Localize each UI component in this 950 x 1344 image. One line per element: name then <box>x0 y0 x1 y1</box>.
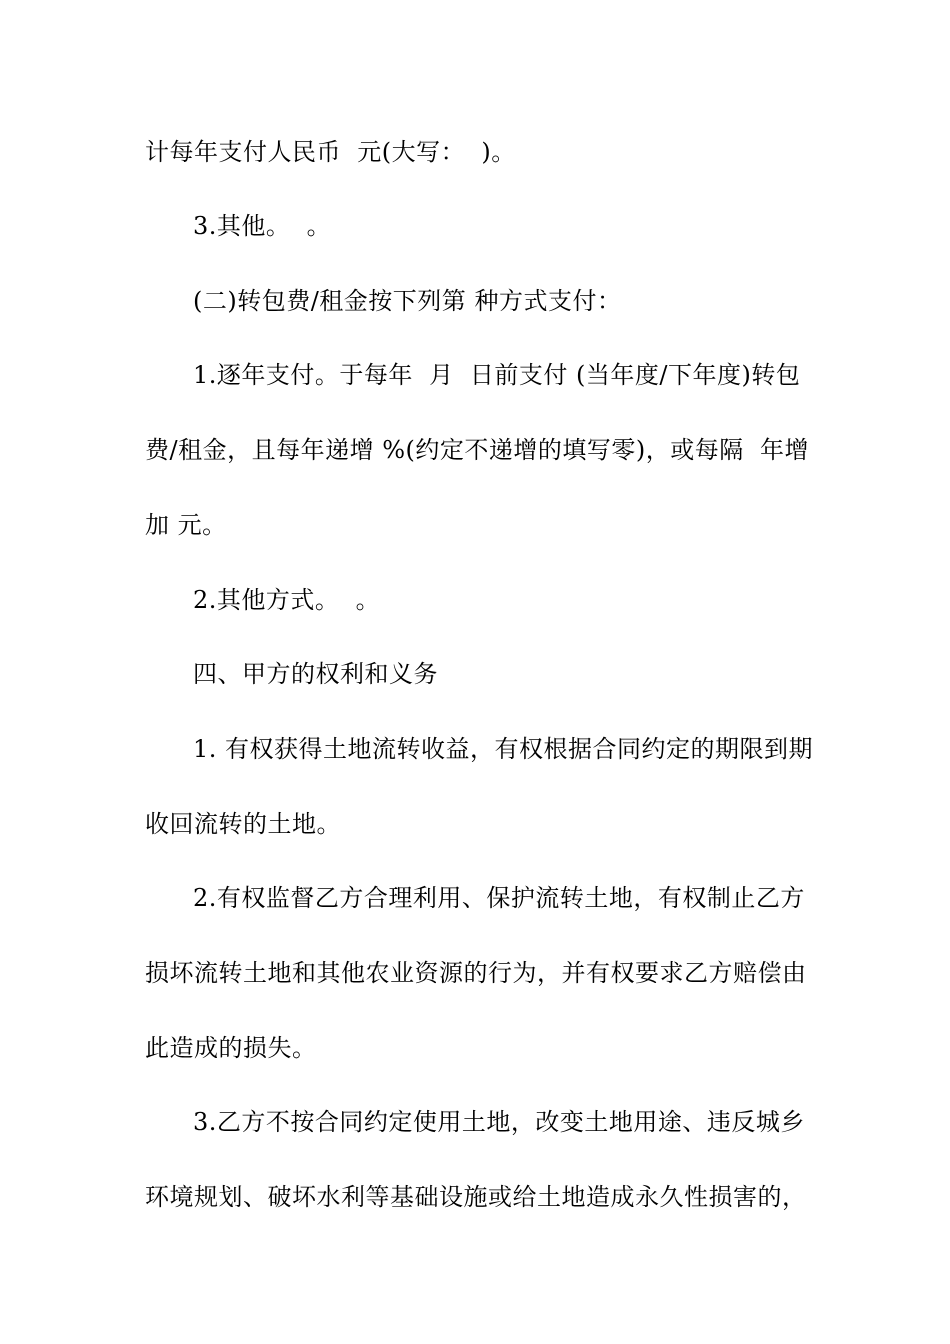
paragraph-line: 3.乙方不按合同约定使用土地，改变土地用途、违反城乡 <box>193 1108 805 1136</box>
paragraph-line: 1. 有权获得土地流转收益，有权根据合同约定的期限到期 <box>193 735 814 763</box>
paragraph-line: 加 元。 <box>145 511 227 539</box>
paragraph-line: 3.其他。 。 <box>193 212 332 240</box>
paragraph-line: 2.有权监督乙方合理利用、保护流转土地，有权制止乙方 <box>193 884 805 912</box>
paragraph-line: 计每年支付人民币 元(大写： )。 <box>145 138 516 166</box>
paragraph-line: 费/租金，且每年递增 %(约定不递增的填写零)，或每隔 年增 <box>145 436 810 464</box>
paragraph-line: 2.其他方式。 。 <box>193 586 381 614</box>
paragraph-line: 此造成的损失。 <box>145 1034 317 1062</box>
paragraph-line: 收回流转的土地。 <box>145 810 341 838</box>
paragraph-line: 损坏流转土地和其他农业资源的行为，并有权要求乙方赔偿由 <box>145 959 807 987</box>
section-heading: 四、甲方的权利和义务 <box>193 660 438 688</box>
section-heading: (二)转包费/租金按下列第 种方式支付： <box>193 287 622 315</box>
paragraph-line: 环境规划、破坏水利等基础设施或给土地造成永久性损害的， <box>145 1183 807 1211</box>
paragraph-line: 1.逐年支付。于每年 月 日前支付 (当年度/下年度)转包 <box>193 361 801 389</box>
